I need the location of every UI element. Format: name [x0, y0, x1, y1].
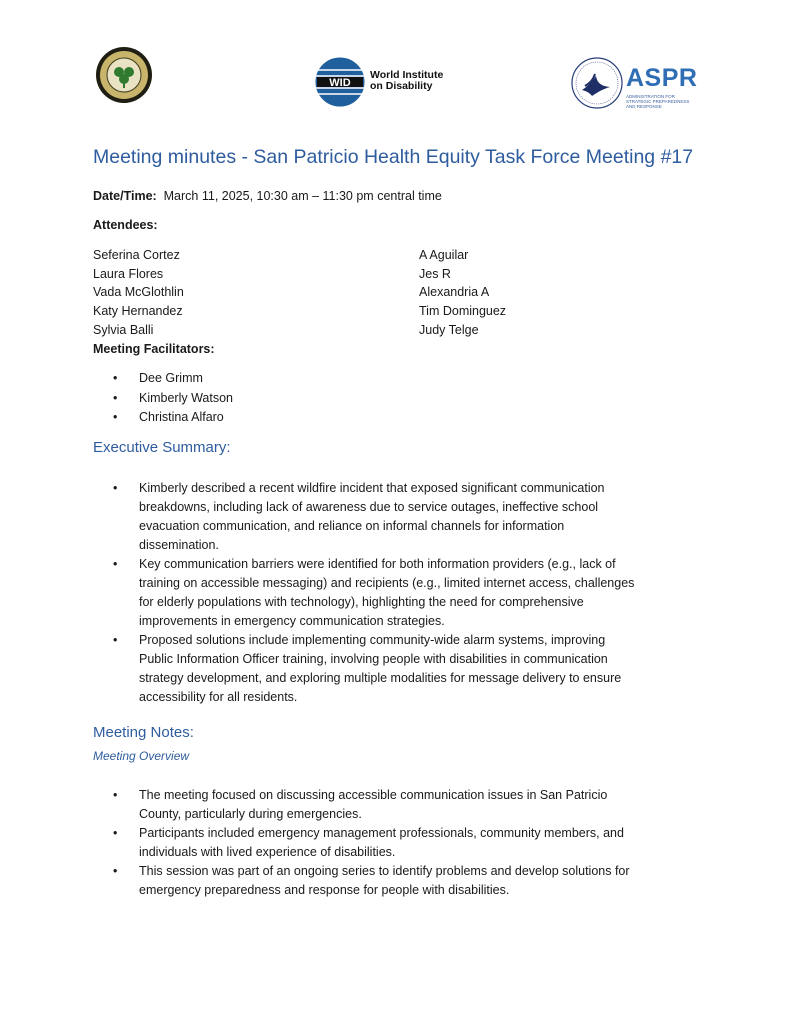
meeting-overview-subheading: Meeting Overview [93, 749, 190, 763]
list-item: • The meeting focused on discussing accessible communication issues in San Patricio County, particularly during emergencies. [93, 786, 733, 824]
datetime-value: March 11, 2025, 10:30 am – 11:30 pm central time [163, 189, 442, 203]
list-item: • Dee Grimm [93, 369, 233, 389]
attendee-name: Seferina Cortez [93, 248, 180, 262]
aspr-subtitle: ADMINISTRATION FOR STRATEGIC PREPAREDNESS AND RESPONSE [626, 94, 690, 109]
list-item: • Participants included emergency management professionals, community members, and individuals with lived experience of disabilities. [93, 824, 733, 862]
facilitators-list [93, 369, 233, 428]
wid-line-2: on Disability [370, 80, 433, 92]
meeting-notes-heading: Meeting Notes: [93, 724, 194, 741]
county-seal-icon [95, 46, 153, 104]
hhs-eagle-icon [570, 56, 624, 110]
list-item: • Kimberly Watson [93, 389, 233, 409]
wid-line-1: World Institute [370, 69, 444, 81]
attendee-name: Tim Dominguez [419, 304, 507, 319]
aspr-wordmark: ASPR [626, 64, 698, 92]
datetime-line [93, 189, 442, 203]
executive-summary-heading: Executive Summary: [93, 439, 231, 456]
attendee-name: A Aguilar [419, 248, 469, 262]
meeting-notes-list [93, 786, 733, 900]
attendees-label: Attendees: [93, 218, 158, 232]
attendee-name: Katy Hernandez [93, 304, 183, 319]
attendee-name: Jes R [419, 266, 451, 281]
list-item: • Proposed solutions include implementing community-wide alarm systems, improving Public Information Officer training, involving people with disabilities in communication strategy development, and exploring multiple modalities for message delivery to ensure accessibility for all residents. [93, 631, 733, 707]
wid-logo [314, 56, 464, 108]
globe-icon [314, 56, 366, 108]
wid-mark: WID [329, 77, 351, 89]
attendees-right-column [419, 246, 506, 340]
aspr-logo [570, 56, 698, 110]
attendees-left-column [93, 246, 184, 340]
list-item: • Key communication barriers were identified for both information providers (e.g., lack of training on accessible messaging) and recipients (e.g., limited internet access, challenges for elderly populations with technology), highlighting the need for comprehensive improvements in emergency communication strategies. [93, 555, 733, 631]
attendee-name: Laura Flores [93, 266, 164, 281]
list-item: • Christina Alfaro [93, 408, 233, 428]
facilitators-label: Meeting Facilitators: [93, 342, 215, 356]
attendee-name: Alexandria A [419, 285, 490, 300]
page-title: Meeting minutes - San Patricio Health Equity Task Force Meeting #17 [93, 146, 694, 168]
attendee-name: Judy Telge [419, 322, 479, 337]
attendee-name: Vada McGlothlin [93, 285, 184, 300]
list-item: • Kimberly described a recent wildfire incident that exposed significant communication breakdowns, including lack of awareness due to service outages, ineffective school evacuation communication, and reliance on informal channels for information dissemination. [93, 479, 733, 555]
datetime-label: Date/Time: [93, 189, 157, 203]
executive-summary-list [93, 479, 733, 707]
list-item: • This session was part of an ongoing series to identify problems and develop solutions for emergency preparedness and response for people with disabilities. [93, 862, 733, 900]
attendee-name: Sylvia Balli [93, 322, 154, 337]
